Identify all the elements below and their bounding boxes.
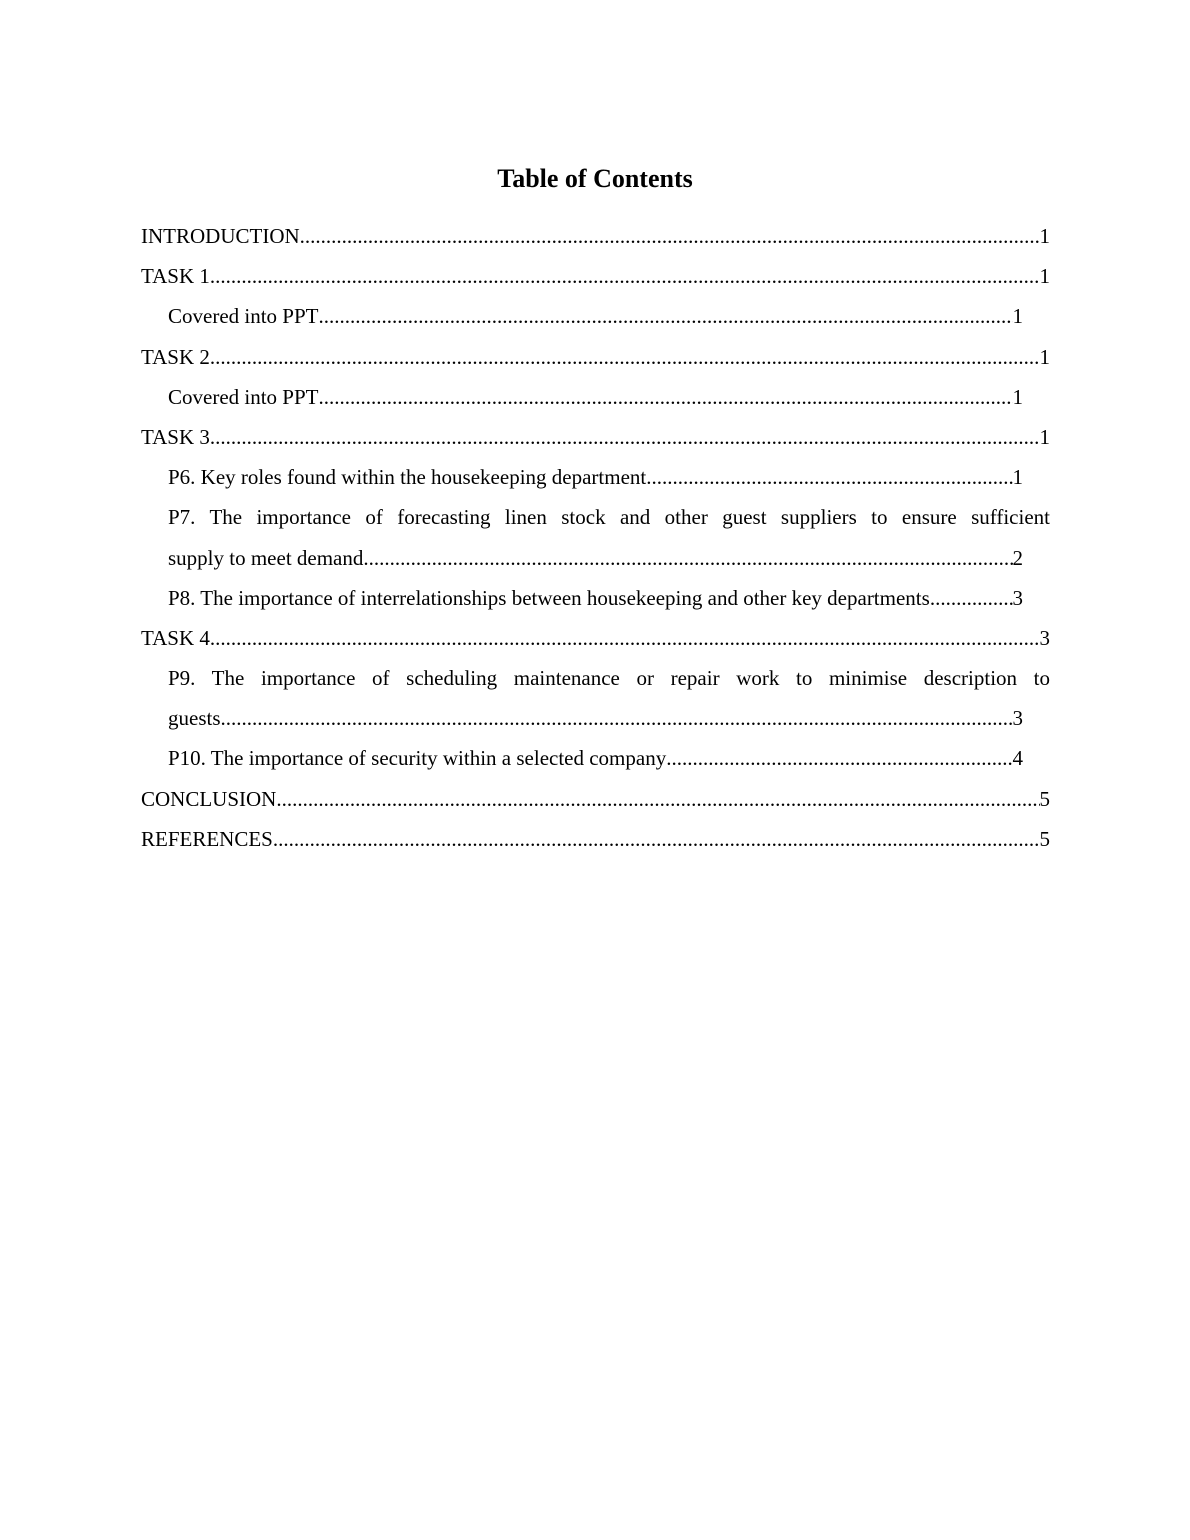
toc-entry-label: INTRODUCTION <box>141 224 300 248</box>
toc-entry-label: CONCLUSION <box>141 786 277 811</box>
toc-page-number: 1 <box>1039 424 1050 449</box>
toc-page-number: 5 <box>1039 786 1050 811</box>
toc-entry-label: TASK 2 <box>141 344 210 369</box>
dot-leader <box>363 538 1012 578</box>
dot-leader <box>930 578 1013 618</box>
dot-leader <box>319 377 1013 417</box>
toc-entry-p6[interactable] <box>168 457 1023 497</box>
dot-leader <box>210 256 1040 296</box>
toc-page-number: 1 <box>1039 344 1050 369</box>
toc-entry-label: TASK 3 <box>141 424 210 449</box>
toc-entry-label: P8. The importance of interrelationships between housekeeping and other key departments <box>168 585 930 610</box>
toc-page-number: 5 <box>1039 826 1050 851</box>
toc-page-number: 4 <box>1012 746 1023 771</box>
toc-entry-p9[interactable] <box>168 658 1050 738</box>
toc-entry-introduction[interactable] <box>141 216 1050 256</box>
dot-leader <box>319 296 1013 336</box>
toc-entry-label: TASK 4 <box>141 625 210 650</box>
toc-entry-task-1-covered-ppt[interactable] <box>168 296 1023 336</box>
toc-entry-label-line-1: P9. The importance of scheduling maintenance or repair work to minimise description to <box>168 666 1050 691</box>
dot-leader <box>646 457 1012 497</box>
toc-page-number: 1 <box>1012 384 1023 409</box>
toc-entry-label: P6. Key roles found within the housekeeping department <box>168 465 647 490</box>
toc-entry-task-3[interactable] <box>141 417 1050 457</box>
toc-entry-label: Covered into PPT <box>168 384 319 409</box>
toc-entry-label-line-2: supply to meet demand <box>168 545 364 570</box>
toc-entry-label-line-1: P7. The importance of forecasting linen stock and other guest suppliers to ensure sufficient <box>168 505 1050 530</box>
toc-entry-task-2[interactable] <box>141 337 1050 377</box>
toc-page-number: 3 <box>1012 585 1023 610</box>
toc-entry-label: P10. The importance of security within a selected company <box>168 746 667 771</box>
toc-entry-last-line <box>168 538 1023 578</box>
toc-entry-label: REFERENCES <box>141 826 273 851</box>
toc-page-number: 3 <box>1012 706 1023 731</box>
dot-leader <box>666 738 1012 778</box>
toc-entry-last-line <box>168 698 1023 738</box>
toc-page-number: 1 <box>1012 304 1023 329</box>
dot-leader <box>221 698 1013 738</box>
toc-page-number: 2 <box>1012 545 1023 570</box>
toc-page-number: 3 <box>1039 625 1050 650</box>
toc-entry-label-line-2: guests <box>168 706 221 731</box>
toc-entry-conclusion[interactable] <box>141 779 1050 819</box>
toc-entry-task-2-covered-ppt[interactable] <box>168 377 1023 417</box>
toc-list <box>141 216 1050 859</box>
toc-title: Table of Contents <box>497 164 693 193</box>
dot-leader <box>210 417 1040 457</box>
toc-page-number: 1 <box>1039 264 1050 289</box>
toc-entry-label: TASK 1 <box>141 264 210 289</box>
toc-entry-references[interactable] <box>141 819 1050 859</box>
toc-page-number: 1 <box>1012 465 1023 490</box>
dot-leader <box>276 779 1039 819</box>
dot-leader <box>300 216 1040 256</box>
toc-page-number: 1 <box>1039 224 1050 248</box>
dot-leader <box>210 337 1040 377</box>
toc-entry-label: Covered into PPT <box>168 304 319 329</box>
toc-entry-task-1[interactable] <box>141 256 1050 296</box>
dot-leader <box>273 819 1040 859</box>
toc-entry-p8[interactable] <box>168 578 1023 618</box>
toc-entry-p10[interactable] <box>168 738 1023 778</box>
toc-entry-task-4[interactable] <box>141 618 1050 658</box>
dot-leader <box>210 618 1040 658</box>
toc-entry-p7[interactable] <box>168 497 1050 577</box>
